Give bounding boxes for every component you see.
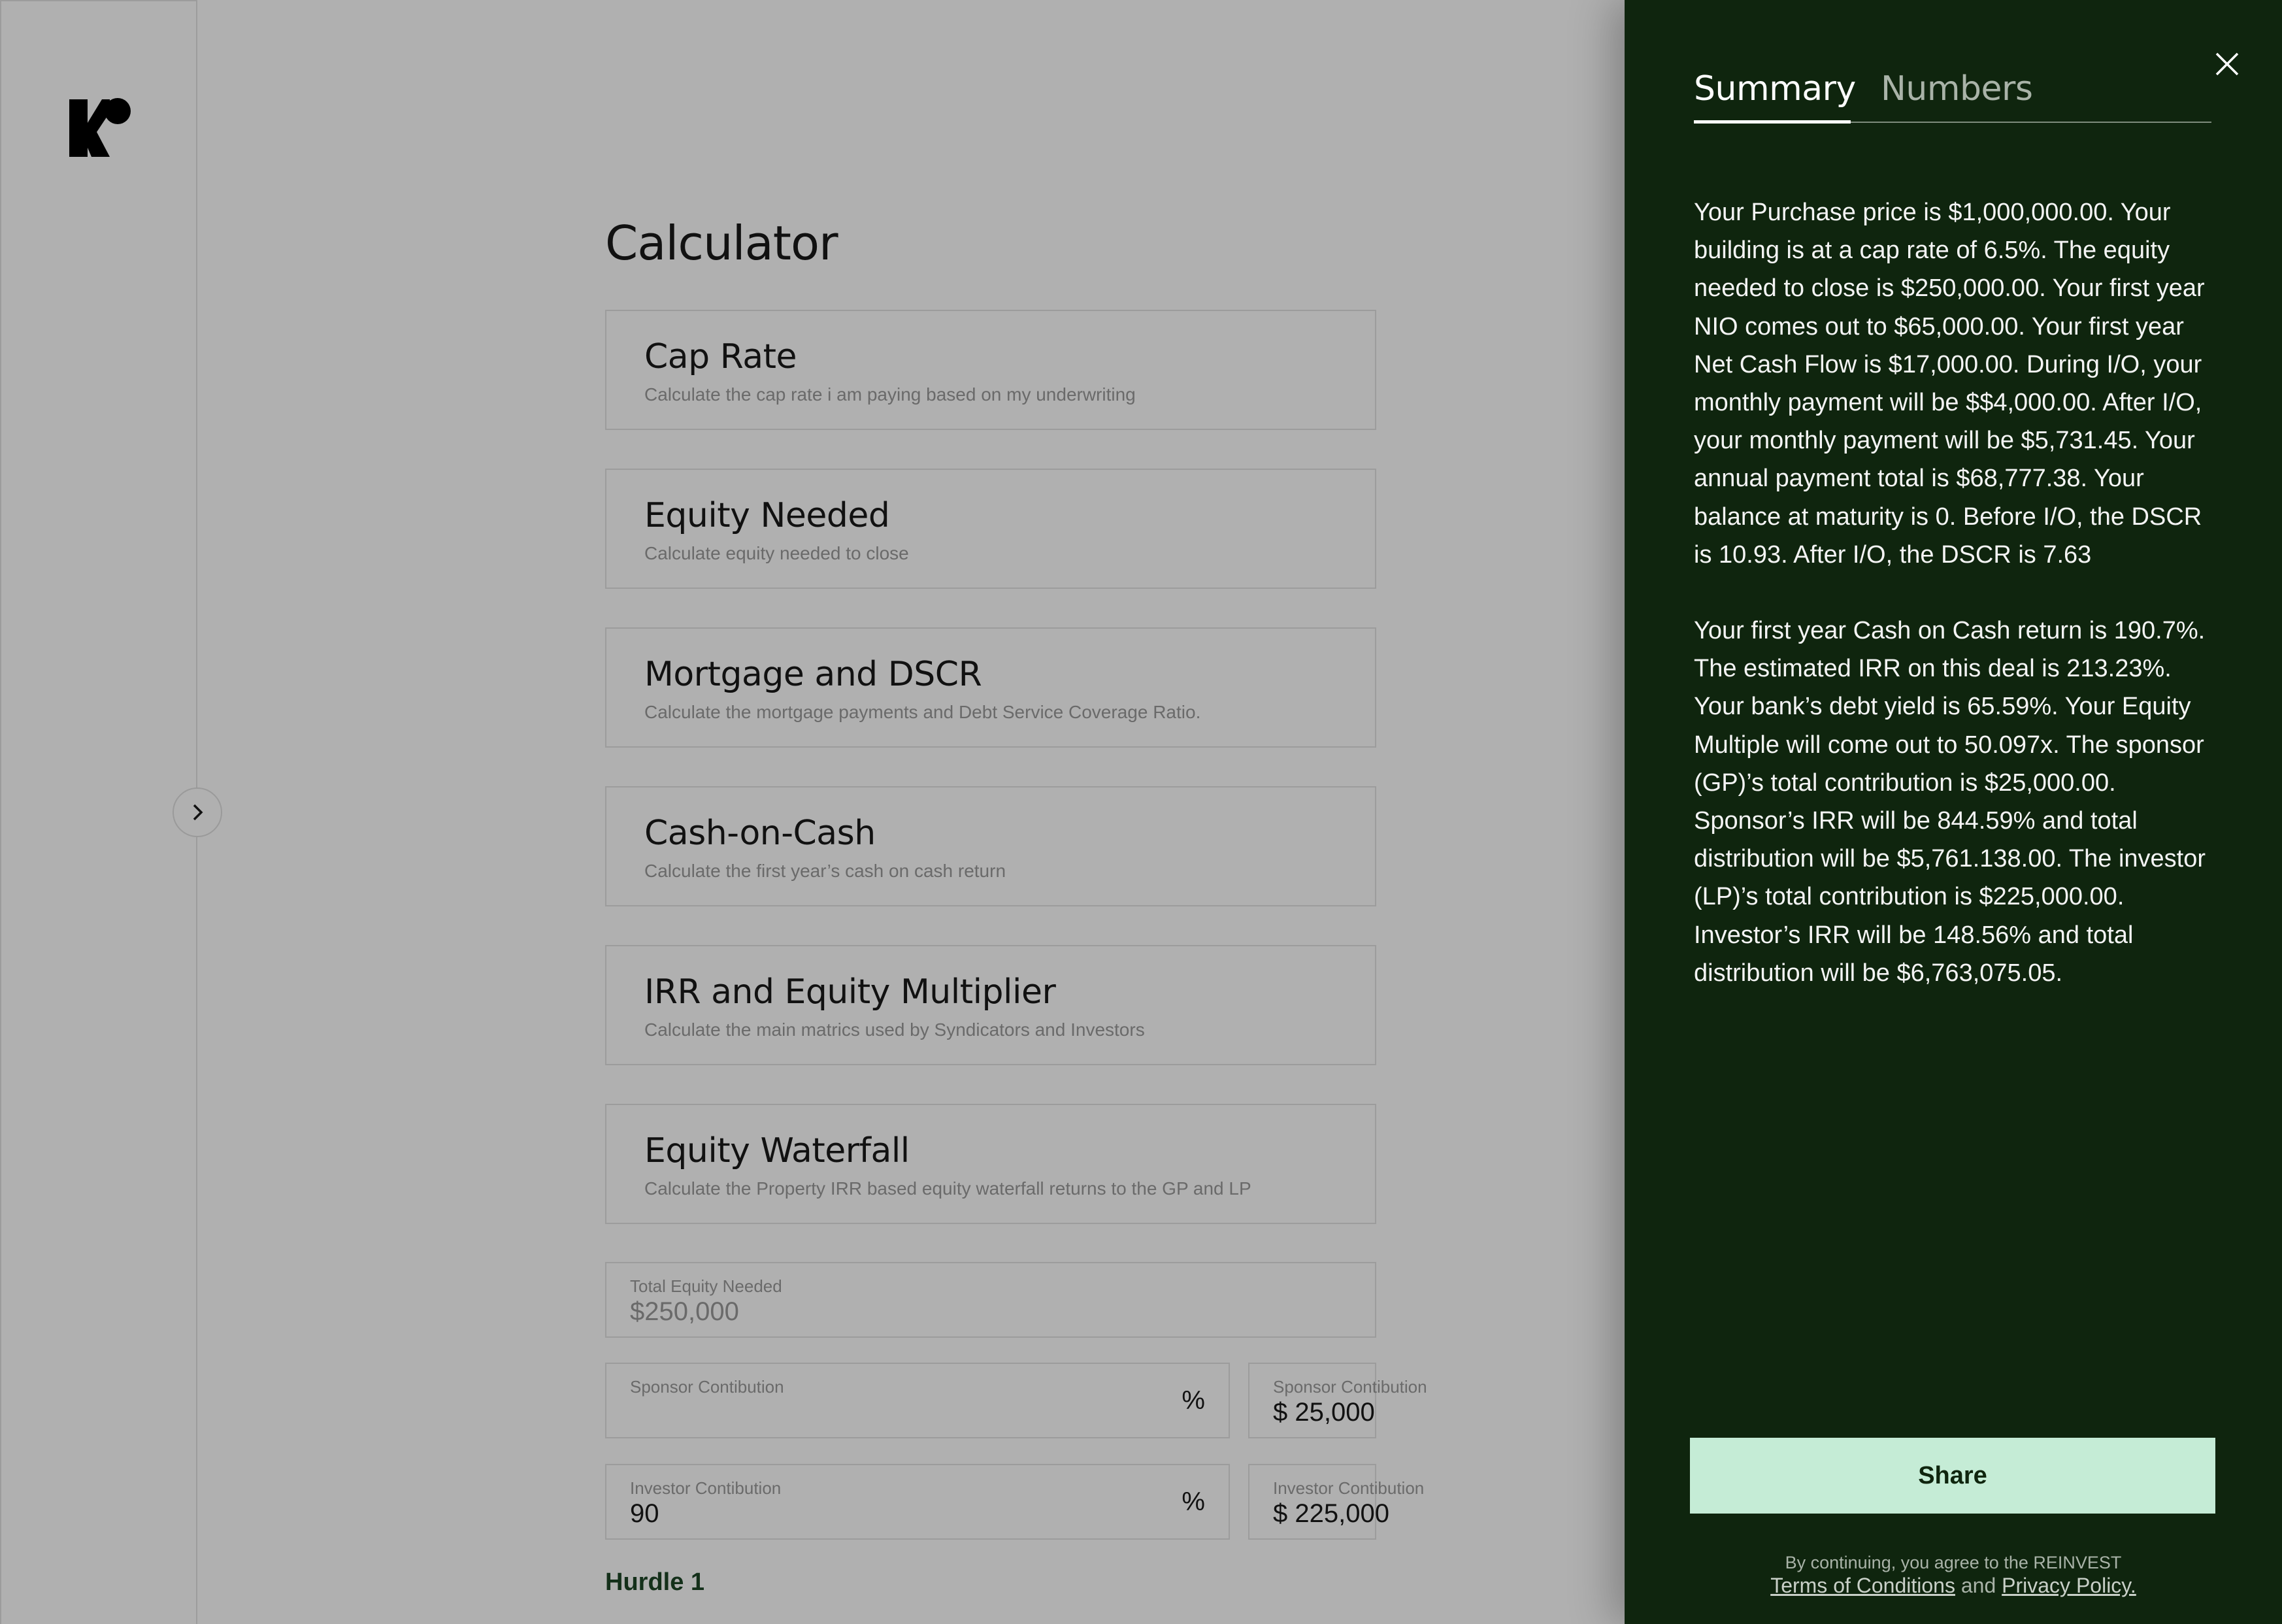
field-value: 90 — [630, 1499, 659, 1528]
summary-paragraph-1: Your Purchase price is $1,000,000.00. Your building is at a cap rate of 6.5%. The equity needed to close is $250,000.00. Your first year NIO comes out to $65,000.00. Your first year Net Cash Flow is $17,000.00. During I/O, your monthly payment will be $$4,000.00. After I/O, your monthly payment will be $5,731.45. Your annual payment total is $68,777.38. Your balance at maturity is 0. Before I/O, the DSCR is 10.93. After I/O, the DSCR is 7.63 — [1694, 199, 2205, 569]
card-title: Mortgage and DSCR — [644, 655, 982, 694]
panel-tabs — [1694, 69, 2211, 123]
card-subtitle: Calculate the cap rate i am paying based on my underwriting — [644, 384, 1136, 405]
terms-link[interactable]: Terms of Conditions — [1770, 1574, 1955, 1597]
sponsor-amount-field[interactable] — [1248, 1363, 1427, 1438]
field-label: Sponsor Contibution — [1273, 1377, 1427, 1397]
summary-paragraph-2: Your first year Cash on Cash return is 190.7%. The estimated IRR on this deal is 213.23%. Your bank’s debt yield is 65.59%. Your Equity Multiple will come out to 50.097x. The sponsor (GP)’s total contribution is $25,000.00. Sponsor’s IRR will be 844.59% and total distribution will be $5,761.138.00. The investor (LP)’s total contribution is $225,000.00. Investor’s IRR will be 148.56% and total distribution will be $6,763,075.05. — [1694, 617, 2206, 987]
share-button[interactable]: Share — [1690, 1438, 2215, 1514]
percent-unit: % — [1182, 1386, 1205, 1415]
sponsor-percent-input[interactable] — [605, 1363, 1230, 1438]
card-subtitle: Calculate the mortgage payments and Debt Service Coverage Ratio. — [644, 702, 1201, 722]
card-title: Equity Needed — [644, 496, 890, 535]
summary-panel — [1625, 0, 2282, 1624]
card-subtitle: Calculate the first year’s cash on cash return — [644, 861, 1006, 881]
legal-text: By continuing, you agree to the REINVEST — [1785, 1553, 2122, 1572]
investor-amount-field[interactable] — [1248, 1464, 1425, 1540]
sidebar-expand-button[interactable] — [173, 787, 222, 837]
field-value: $ 25,000 — [1273, 1398, 1375, 1427]
total-equity-field[interactable] — [605, 1262, 1376, 1338]
field-label: Sponsor Contibution — [630, 1377, 784, 1397]
tab-numbers[interactable]: Numbers — [1881, 69, 2033, 108]
card-title: Cash-on-Cash — [644, 814, 876, 853]
tab-summary[interactable]: Summary — [1694, 69, 1851, 124]
page-title: Calculator — [605, 216, 838, 271]
field-value: $250,000 — [630, 1297, 739, 1326]
field-label: Total Equity Needed — [630, 1276, 782, 1296]
card-subtitle: Calculate the main matrics used by Syndicators and Investors — [644, 1019, 1145, 1040]
card-cap-rate[interactable] — [605, 310, 1376, 430]
percent-unit: % — [1182, 1487, 1205, 1516]
card-equity-waterfall[interactable] — [605, 1104, 1376, 1224]
legal-and: and — [1960, 1574, 1996, 1597]
left-rail — [0, 0, 197, 1624]
card-title: Equity Waterfall — [644, 1131, 910, 1170]
field-value: $ 225,000 — [1273, 1499, 1389, 1528]
card-irr-equity-multiplier[interactable] — [605, 945, 1376, 1065]
chevron-right-icon — [188, 803, 207, 822]
privacy-link[interactable]: Privacy Policy. — [2002, 1574, 2136, 1597]
hurdle-heading: Hurdle 1 — [605, 1568, 705, 1596]
card-mortgage-dscr[interactable] — [605, 627, 1376, 748]
summary-text — [1694, 193, 2217, 1030]
card-subtitle: Calculate the Property IRR based equity waterfall returns to the GP and LP — [644, 1178, 1251, 1199]
close-icon[interactable] — [2214, 51, 2240, 77]
card-title: IRR and Equity Multiplier — [644, 972, 1056, 1012]
investor-percent-input[interactable] — [605, 1464, 1230, 1540]
card-title: Cap Rate — [644, 337, 797, 376]
field-label: Investor Contibution — [1273, 1478, 1425, 1498]
legal-links — [1625, 1574, 2282, 1598]
panel-footer — [1625, 1399, 2282, 1624]
reinvest-logo-icon[interactable] — [69, 97, 132, 159]
field-label: Investor Contibution — [630, 1478, 782, 1498]
card-equity-needed[interactable] — [605, 469, 1376, 589]
card-cash-on-cash[interactable] — [605, 786, 1376, 906]
card-subtitle: Calculate equity needed to close — [644, 543, 909, 563]
